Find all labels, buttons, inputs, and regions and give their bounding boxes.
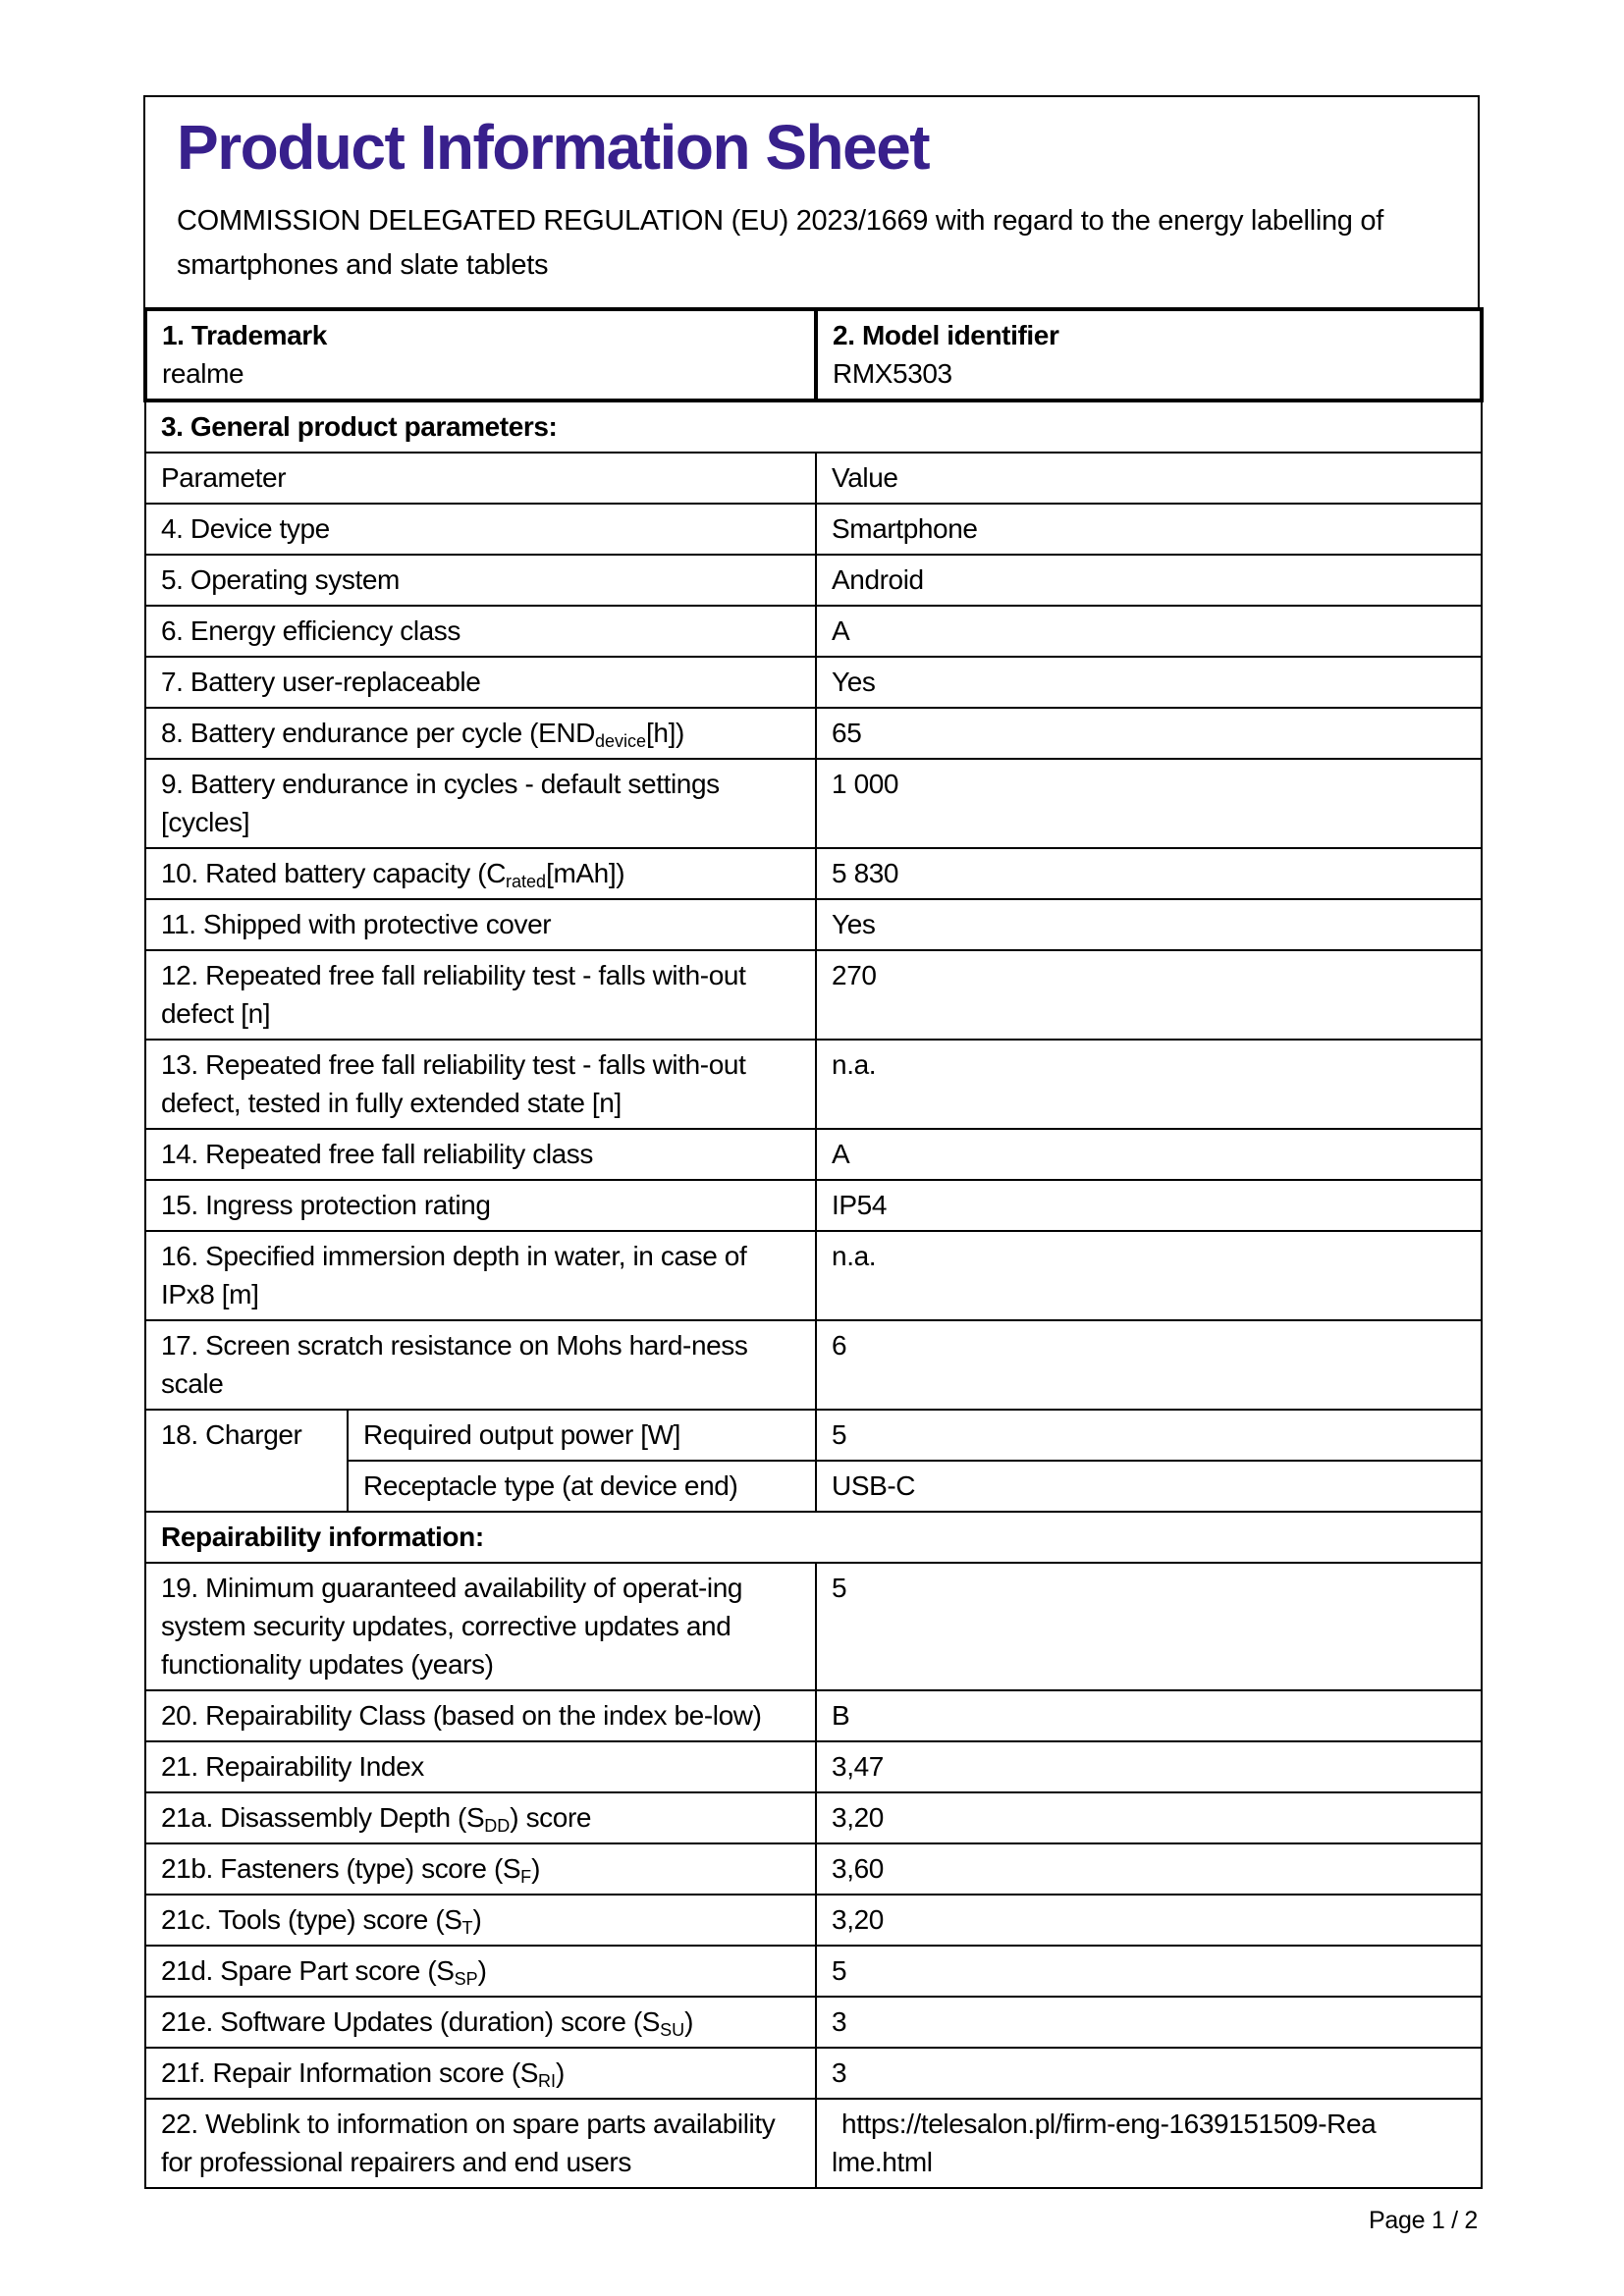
- value-cell: Android: [816, 555, 1482, 606]
- param-cell: [145, 848, 816, 899]
- param-text: ): [477, 1955, 487, 1986]
- param-cell: [145, 708, 816, 759]
- row-tools-score: [145, 1895, 1482, 1946]
- param-cell: 9. Battery endurance in cycles - default settings [cycles]: [145, 759, 816, 848]
- title-section: [143, 95, 1480, 307]
- row-repairability-class: [145, 1690, 1482, 1741]
- param-text: [h]): [646, 718, 684, 748]
- subscript-text: SU: [660, 2020, 685, 2040]
- subscript-text: DD: [484, 1816, 511, 1836]
- row-device-type: [145, 504, 1482, 555]
- model-value: RMX5303: [833, 358, 952, 389]
- param-cell: 6. Energy efficiency class: [145, 606, 816, 657]
- value-cell: 5: [816, 1563, 1482, 1690]
- param-text: 21c. Tools (type) score (S: [161, 1904, 462, 1935]
- param-cell: 14. Repeated free fall reliability class: [145, 1129, 816, 1180]
- param-text: 21f. Repair Information score (S: [161, 2057, 539, 2088]
- param-cell: [145, 1997, 816, 2048]
- param-text: 21d. Spare Part score (S: [161, 1955, 455, 1986]
- row-scratch-resistance: [145, 1320, 1482, 1410]
- charger-cell: 18. Charger: [145, 1410, 348, 1512]
- product-sheet: [143, 95, 1480, 2235]
- value-cell: 3: [816, 2048, 1482, 2099]
- general-section-header: 3. General product parameters:: [145, 400, 1482, 453]
- param-text: ): [556, 2057, 565, 2088]
- row-battery-endurance-cycle: [145, 708, 1482, 759]
- model-cell: [816, 309, 1482, 400]
- param-cell: [145, 1843, 816, 1895]
- value-cell: 5: [816, 1410, 1482, 1461]
- row-rated-battery-capacity: [145, 848, 1482, 899]
- value-cell: Smartphone: [816, 504, 1482, 555]
- param-cell: 21. Repairability Index: [145, 1741, 816, 1792]
- row-general-header: [145, 400, 1482, 453]
- product-info-table: [143, 307, 1484, 2189]
- param-cell: [145, 1895, 816, 1946]
- subscript-text: F: [520, 1867, 532, 1887]
- value-cell: 5 830: [816, 848, 1482, 899]
- param-cell: 20. Repairability Class (based on the index be-low): [145, 1690, 816, 1741]
- model-label: 2. Model identifier: [833, 320, 1059, 350]
- param-text: 21e. Software Updates (duration) score (S: [161, 2006, 661, 2037]
- value-cell: 65: [816, 708, 1482, 759]
- regulation-line2: smartphones and slate tablets: [177, 249, 549, 281]
- param-text: 10. Rated battery capacity (C: [161, 858, 507, 888]
- param-cell: 22. Weblink to information on spare parts availability for professional repairers and end users: [145, 2099, 816, 2188]
- row-charger-output-power: [145, 1410, 1482, 1461]
- param-cell: [145, 2048, 816, 2099]
- trademark-value: realme: [162, 358, 244, 389]
- weblink-text: lme.html: [832, 2147, 933, 2177]
- param-text: 8. Battery endurance per cycle (END: [161, 718, 595, 748]
- param-text: ): [531, 1853, 541, 1884]
- value-cell: n.a.: [816, 1231, 1482, 1320]
- value-cell: 3,47: [816, 1741, 1482, 1792]
- row-repairability-header: [145, 1512, 1482, 1563]
- row-os-updates-availability: [145, 1563, 1482, 1690]
- row-free-fall-test: [145, 950, 1482, 1040]
- value-cell: Yes: [816, 657, 1482, 708]
- value-column-header: Value: [816, 453, 1482, 504]
- subscript-text: T: [461, 1918, 473, 1938]
- param-cell: 17. Screen scratch resistance on Mohs hard-ness scale: [145, 1320, 816, 1410]
- param-cell: 12. Repeated free fall reliability test - falls with-out defect [n]: [145, 950, 816, 1040]
- row-trademark-model: [145, 309, 1482, 400]
- subscript-text: SP: [454, 1969, 478, 1989]
- row-battery-replaceable: [145, 657, 1482, 708]
- param-text: ) score: [510, 1802, 592, 1833]
- param-cell: 5. Operating system: [145, 555, 816, 606]
- regulation-line1: COMMISSION DELEGATED REGULATION (EU) 2023/1669 with regard to the energy labelling of: [177, 205, 1383, 237]
- page-number: Page 1 / 2: [1369, 2207, 1478, 2234]
- param-text: ): [472, 1904, 482, 1935]
- value-cell: 5: [816, 1946, 1482, 1997]
- row-software-updates-score: [145, 1997, 1482, 2048]
- subscript-text: rated: [506, 872, 547, 891]
- value-cell: Yes: [816, 899, 1482, 950]
- row-free-fall-class: [145, 1129, 1482, 1180]
- value-cell: [816, 2099, 1482, 2188]
- subscript-text: RI: [538, 2071, 557, 2091]
- value-cell: n.a.: [816, 1040, 1482, 1129]
- row-repairability-index: [145, 1741, 1482, 1792]
- repairability-section-header: Repairability information:: [145, 1512, 1482, 1563]
- row-ingress-protection: [145, 1180, 1482, 1231]
- row-spare-parts-weblink: [145, 2099, 1482, 2188]
- row-operating-system: [145, 555, 1482, 606]
- trademark-label: 1. Trademark: [162, 320, 327, 350]
- param-column-header: Parameter: [145, 453, 816, 504]
- row-repair-information-score: [145, 2048, 1482, 2099]
- row-column-headers: [145, 453, 1482, 504]
- row-immersion-depth: [145, 1231, 1482, 1320]
- param-text: 21a. Disassembly Depth (S: [161, 1802, 485, 1833]
- value-cell: A: [816, 1129, 1482, 1180]
- value-cell: 3,60: [816, 1843, 1482, 1895]
- subscript-text: device: [595, 731, 647, 751]
- param-text: ): [684, 2006, 694, 2037]
- row-disassembly-depth-score: [145, 1792, 1482, 1843]
- value-cell: 3: [816, 1997, 1482, 2048]
- param-cell: Receptacle type (at device end): [348, 1461, 816, 1512]
- row-energy-class: [145, 606, 1482, 657]
- param-cell: [145, 1792, 816, 1843]
- param-cell: 4. Device type: [145, 504, 816, 555]
- value-cell: 6: [816, 1320, 1482, 1410]
- row-fasteners-score: [145, 1843, 1482, 1895]
- row-spare-part-score: [145, 1946, 1482, 1997]
- page-title: Product Information Sheet: [177, 112, 930, 183]
- value-cell: A: [816, 606, 1482, 657]
- param-cell: [145, 1946, 816, 1997]
- row-free-fall-test-extended: [145, 1040, 1482, 1129]
- param-cell: 16. Specified immersion depth in water, in case of IPx8 [m]: [145, 1231, 816, 1320]
- param-text: [mAh]): [546, 858, 625, 888]
- param-cell: 7. Battery user-replaceable: [145, 657, 816, 708]
- param-cell: Required output power [W]: [348, 1410, 816, 1461]
- regulation-text: [177, 199, 1450, 288]
- param-cell: 19. Minimum guaranteed availability of operat-ing system security updates, corrective updates and functionality updates (years): [145, 1563, 816, 1690]
- value-cell: 3,20: [816, 1792, 1482, 1843]
- value-cell: USB-C: [816, 1461, 1482, 1512]
- row-battery-endurance-cycles: [145, 759, 1482, 848]
- weblink-text: https://telesalon.pl/firm-eng-1639151509-Rea: [841, 2109, 1377, 2139]
- value-cell: IP54: [816, 1180, 1482, 1231]
- value-cell: B: [816, 1690, 1482, 1741]
- row-protective-cover: [145, 899, 1482, 950]
- param-cell: 15. Ingress protection rating: [145, 1180, 816, 1231]
- value-cell: 1 000: [816, 759, 1482, 848]
- value-cell: 270: [816, 950, 1482, 1040]
- param-cell: 11. Shipped with protective cover: [145, 899, 816, 950]
- param-cell: 13. Repeated free fall reliability test - falls with-out defect, tested in fully extended state [n]: [145, 1040, 816, 1129]
- trademark-cell: [145, 309, 816, 400]
- value-cell: 3,20: [816, 1895, 1482, 1946]
- param-text: 21b. Fasteners (type) score (S: [161, 1853, 521, 1884]
